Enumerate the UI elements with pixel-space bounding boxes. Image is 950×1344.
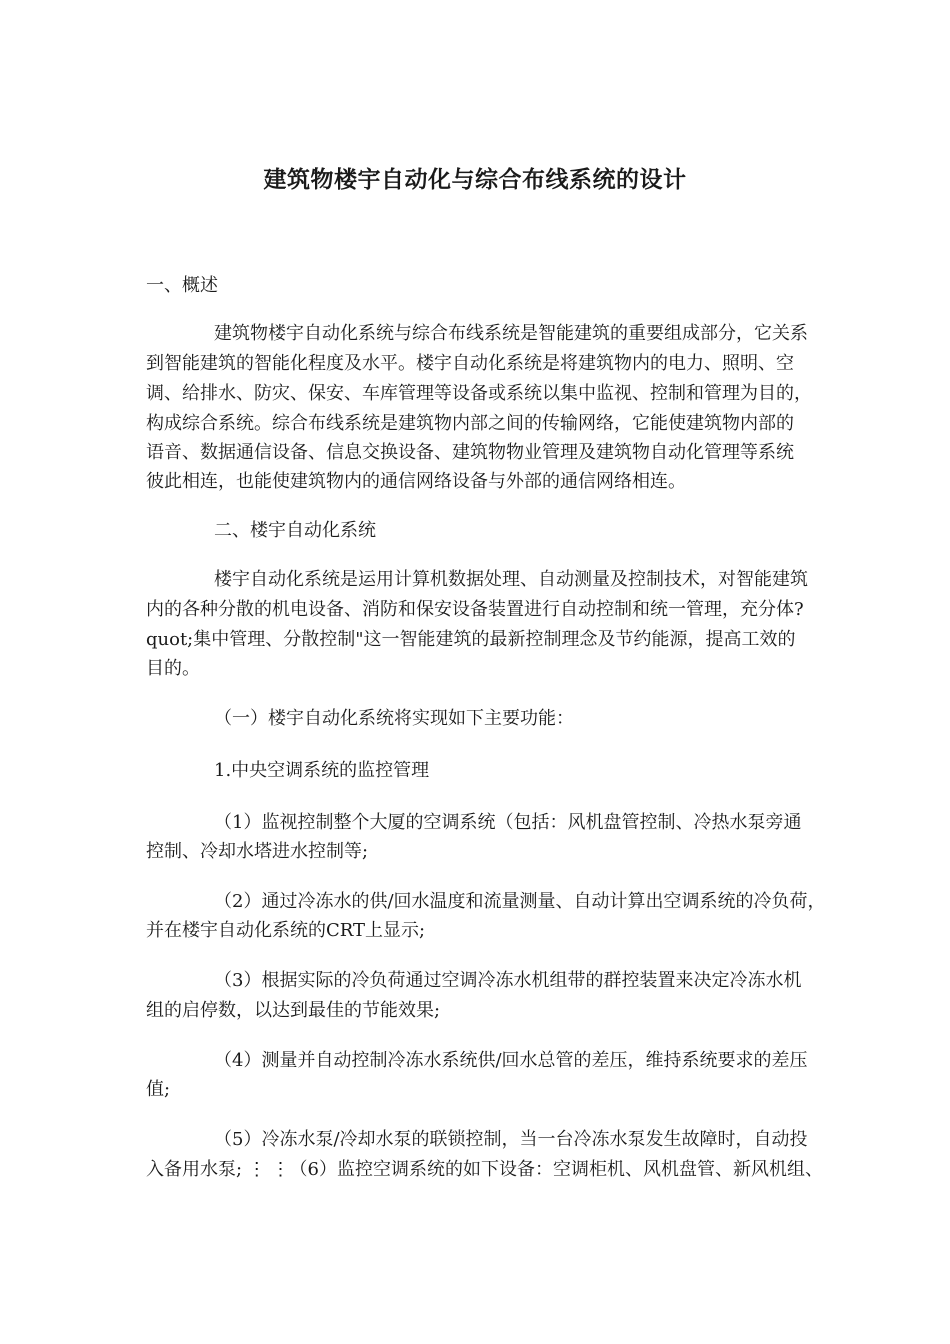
list-item-line: （2）通过冷冻水的供/回水温度和流量测量、自动计算出空调系统的冷负荷，	[214, 891, 826, 912]
section-heading-overview: 一、概述	[146, 275, 218, 296]
paragraph-line: 到智能建筑的智能化程度及水平。楼宇自动化系统是将建筑物内的电力、照明、空	[146, 353, 794, 374]
list-item-line: （4）测量并自动控制冷冻水系统供/回水总管的差压，维持系统要求的差压	[214, 1050, 808, 1071]
list-item-line: 并在楼宇自动化系统的CRT上显示;	[146, 920, 426, 941]
list-item-line: 控制、冷却水塔进水控制等;	[146, 841, 369, 862]
paragraph-line: 楼宇自动化系统是运用计算机数据处理、自动测量及控制技术，对智能建筑	[214, 569, 808, 590]
paragraph-line: 彼此相连，也能使建筑物内的通信网络设备与外部的通信网络相连。	[146, 471, 686, 492]
section-heading-building-automation: 二、楼宇自动化系统	[214, 520, 376, 541]
list-item-line: （3）根据实际的冷负荷通过空调冷冻水机组带的群控装置来决定冷冻水机	[214, 970, 802, 991]
subsection-heading: （一）楼宇自动化系统将实现如下主要功能：	[214, 708, 574, 729]
list-item-line: 入备用水泵; ⋮ ⋮（6）监控空调系统的如下设备：空调柜机、风机盘管、新风机组、	[146, 1159, 823, 1180]
item-heading: 1.中央空调系统的监控管理	[214, 760, 430, 781]
paragraph-line: 建筑物楼宇自动化系统与综合布线系统是智能建筑的重要组成部分，它关系	[214, 323, 808, 344]
document-title: 建筑物楼宇自动化与综合布线系统的设计	[263, 167, 687, 193]
paragraph-line: quot;集中管理、分散控制"这一智能建筑的最新控制理念及节约能源，提高工效的	[146, 629, 796, 650]
list-item-line: （1）监视控制整个大厦的空调系统（包括：风机盘管控制、冷热水泵旁通	[214, 812, 802, 833]
paragraph-line: 目的。	[146, 658, 200, 679]
paragraph-line: 语音、数据通信设备、信息交换设备、建筑物物业管理及建筑物自动化管理等系统	[146, 442, 794, 463]
list-item-line: （5）冷冻水泵/冷却水泵的联锁控制，当一台冷冻水泵发生故障时，自动投	[214, 1129, 808, 1150]
paragraph-line: 构成综合系统。综合布线系统是建筑物内部之间的传输网络，它能使建筑物内部的	[146, 413, 794, 434]
list-item-line: 值;	[146, 1079, 171, 1100]
paragraph-line: 调、给排水、防灾、保安、车库管理等设备或系统以集中监视、控制和管理为目的，	[146, 383, 812, 404]
list-item-line: 组的启停数，以达到最佳的节能效果;	[146, 1000, 441, 1021]
paragraph-line: 内的各种分散的机电设备、消防和保安设备装置进行自动控制和统一管理，充分体?	[146, 599, 804, 620]
